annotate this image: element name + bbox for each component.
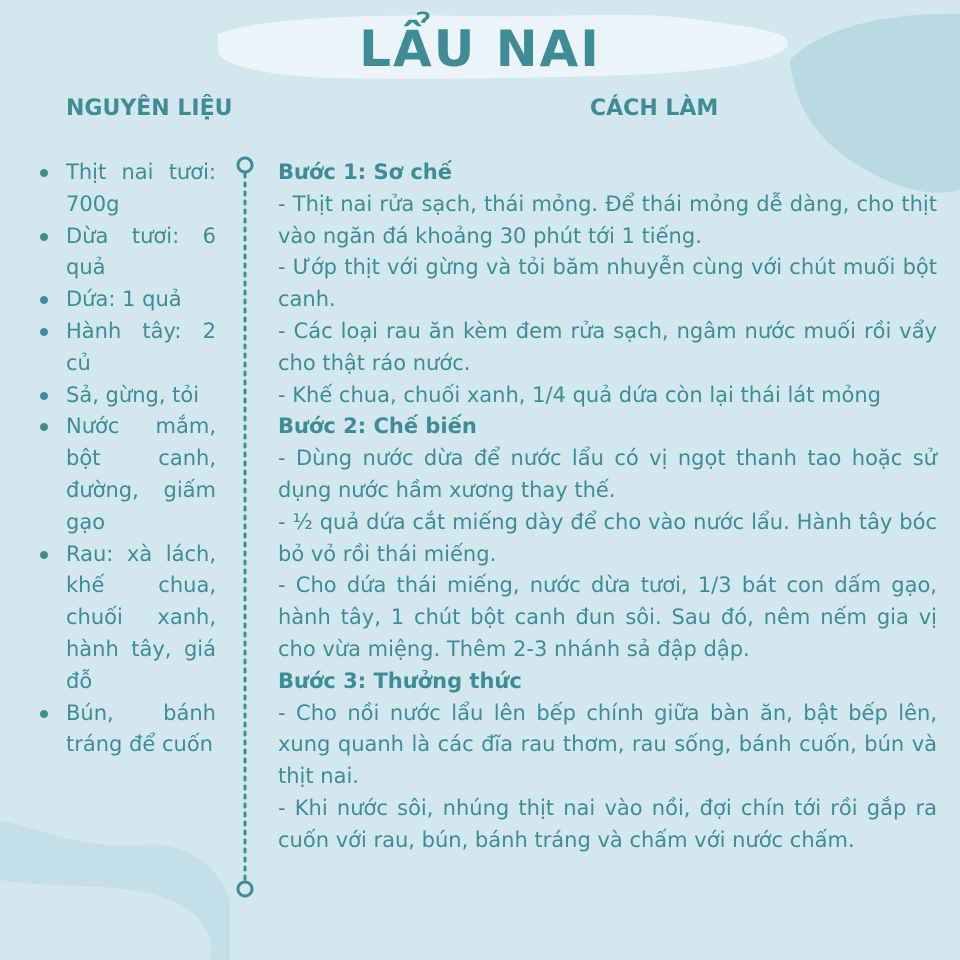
- step-line: - Dùng nước dừa để nước lẩu có vị ngọt thanh tao hoặc sử dụng nước hầm xương thay thế.: [278, 446, 937, 502]
- ingredient-item: Rau: xà lách, khế chua, chuối xanh, hành tây, giá đỗ: [36, 539, 216, 698]
- ingredient-item: Hành tây: 2 củ: [36, 316, 216, 380]
- step-line: - Khế chua, chuối xanh, 1/4 quả dứa còn lại thái lát mỏng: [278, 382, 882, 407]
- step-3: [278, 666, 937, 857]
- step-line: - Khi nước sôi, nhúng thịt nai vào nồi, đợi chín tới rồi gắp ra cuốn với rau, bún, bánh tráng và chấm với nước chấm.: [278, 795, 937, 852]
- ingredients-heading: NGUYÊN LIỆU: [66, 96, 233, 121]
- step-1: [278, 157, 937, 411]
- ingredient-item: Dừa tươi: 6 quả: [36, 221, 216, 285]
- ingredient-item: Thịt nai tươi: 700g: [36, 157, 216, 221]
- step-line: - ½ quả dứa cắt miếng dày để cho vào nước lẩu. Hành tây bóc bỏ vỏ rồi thái miếng.: [278, 509, 937, 566]
- step-title: Bước 3: Thưởng thức: [278, 668, 522, 693]
- step-title: Bước 1: Sơ chế: [278, 160, 452, 184]
- step-line: - Cho nồi nước lẩu lên bếp chính giữa bàn ăn, bật bếp lên, xung quanh là các đĩa rau thơm, rau sống, bánh cuốn, bún và thịt nai.: [278, 700, 937, 789]
- step-line: - Cho dứa thái miếng, nước dừa tươi, 1/3 bát con dấm gạo, hành tây, 1 chút bột canh đun sôi. Sau đó, nêm nếm gia vị cho vừa miệng. Thêm 2-3 nhánh sả đập dập.: [278, 573, 937, 661]
- ingredient-item: Bún, bánh tráng để cuốn: [36, 698, 216, 762]
- step-line: - Thịt nai rửa sạch, thái mỏng. Để thái mỏng dễ dàng, cho thịt vào ngăn đá khoảng 30 phút tới 1 tiếng.: [278, 191, 937, 248]
- page-title: LẨU NAI: [359, 20, 601, 78]
- step-line: - Các loại rau ăn kèm đem rửa sạch, ngâm nước muối rồi vẩy cho thật ráo nước.: [278, 318, 937, 375]
- ingredient-item: Nước mắm, bột canh, đường, giấm gạo: [36, 411, 216, 538]
- method-heading: CÁCH LÀM: [590, 96, 719, 121]
- ingredient-item: Sả, gừng, tỏi: [36, 380, 216, 412]
- step-title: Bước 2: Chế biến: [278, 414, 477, 439]
- ingredients-list: [36, 157, 216, 761]
- step-line: - Ướp thịt với gừng và tỏi băm nhuyễn cùng với chút muối bột canh.: [278, 255, 937, 312]
- method-steps: [278, 157, 937, 857]
- step-2: [278, 411, 937, 665]
- timeline-divider: [233, 155, 257, 900]
- ingredient-item: Dứa: 1 quả: [36, 284, 216, 316]
